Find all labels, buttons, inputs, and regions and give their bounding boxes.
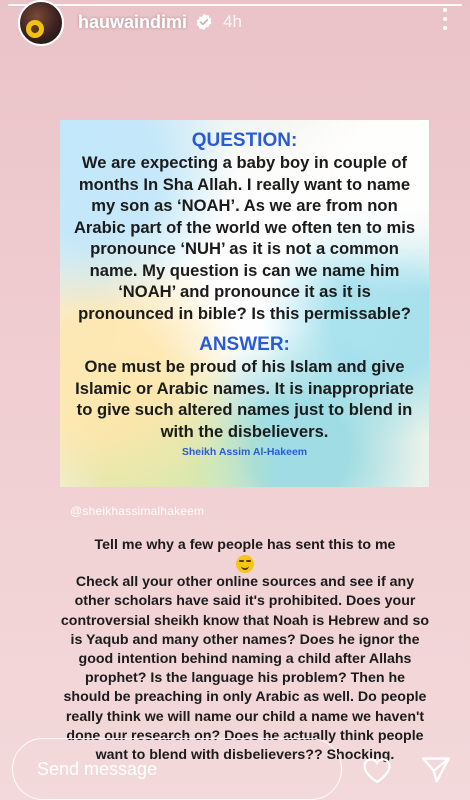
avatar[interactable] xyxy=(18,0,64,46)
attribution: Sheikh Assim Al-Hakeem xyxy=(181,446,308,458)
caption-body: Check all your other online sources and see if any other scholars have said it's prohibited. Does your controversial sheikh know that Noah is Hebrew and so is Yaqub and many other names? Does he ignor the good intention behind naming a child after Allahs prophet? Is the language his problem? Then he should be preaching in only Arabic as well. Do people really think we will name our child a name we haven't done our research on? Does he actually think people want to blend with disbelievers?? Shocking. xyxy=(60,574,430,764)
answer-body: One must be proud of his Islam and give Islamic or Arabic names. It is inappropriate to give such altered names just to blend in with the disbelievers. xyxy=(75,357,414,441)
answer-heading: ANSWER: xyxy=(199,334,290,355)
story-header xyxy=(0,0,470,44)
send-icon[interactable] xyxy=(420,756,452,784)
grimacing-face-icon xyxy=(236,555,254,573)
send-message-input[interactable] xyxy=(12,738,342,800)
more-vertical-icon[interactable] xyxy=(442,8,448,32)
qa-image-card xyxy=(60,120,429,487)
verified-badge-icon xyxy=(195,13,213,31)
question-body: We are expecting a baby boy in couple of months In Sha Allah. I really want to name my son as ‘NOAH’. As we are from non Arabic part of the world we often ten to mis pronounce ‘NUH’ as it is not a common name. My question is can we name him ‘NOAH’ and pronounce it as it is pronounced in bible? Is this permissable? xyxy=(73,153,416,323)
flower-icon xyxy=(26,20,44,38)
reply-bar xyxy=(0,736,470,800)
question-heading: QUESTION: xyxy=(191,130,298,151)
post-time: 4h xyxy=(223,12,242,31)
username[interactable]: hauwaindimi xyxy=(78,11,188,32)
story-caption xyxy=(60,536,430,765)
heart-icon[interactable] xyxy=(362,756,392,784)
caption-line1: Tell me why a few people has sent this to me xyxy=(94,537,396,553)
source-handle: @sheikhassimalhakeem xyxy=(70,504,205,518)
